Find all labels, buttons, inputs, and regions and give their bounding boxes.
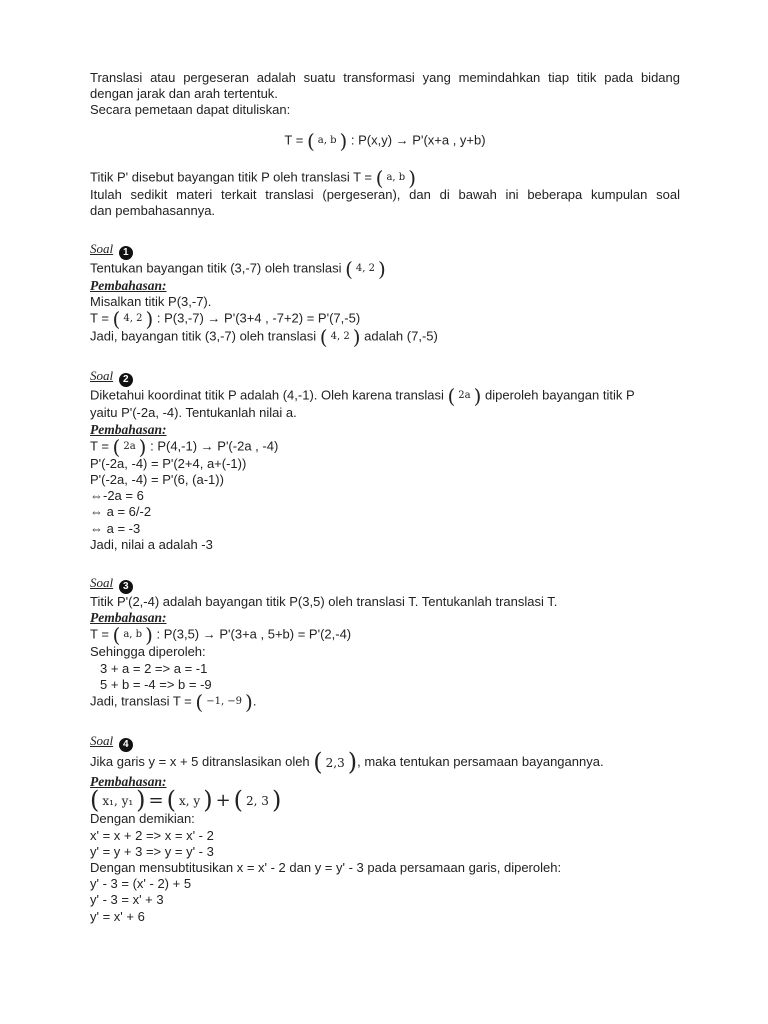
soal-2-question-line-1: Diketahui koordinat titik P adalah (4,-1). Oleh karena translasi ( 2a ) diperoleh bayangan titik P [90, 384, 635, 409]
pembahasan-label: Pembahasan: [90, 421, 167, 437]
soal-4-step-4: Dengan mensubtitusikan x = x' - 2 dan y = y' - 3 pada persamaan garis, diperoleh: [90, 860, 562, 876]
translation-matrix: ( 2, 3 ) [233, 785, 282, 814]
number-badge: 3 [119, 580, 133, 594]
soal-4-vector-equation: ( x₁, y₁ ) = ( x, y ) + ( 2, 3 ) [90, 785, 282, 814]
translation-matrix: ( a, b ) [112, 623, 153, 648]
bayangan-definition: Titik P' disebut bayangan titik P oleh translasi T = ( a, b ) [90, 165, 416, 190]
translation-matrix: ( a, b ) [375, 165, 416, 190]
soal-2-step-1: T = ( 2a ) : P(4,-1) → P'(-2a , -4) [90, 434, 279, 459]
intro-line-2: dengan jarak dan arah tertentuk. [90, 86, 278, 102]
pembahasan-label: Pembahasan: [90, 610, 167, 626]
soal-label: Soal [90, 575, 114, 591]
intro-line-1: Translasi atau pergeseran adalah suatu transformasi yang memindahkan tiap titik pada bidang [90, 70, 680, 85]
soal-1-step-1: Misalkan titik P(3,-7). [90, 294, 212, 310]
soal-3-question: Titik P'(2,-4) adalah bayangan titik P(3,5) oleh translasi T. Tentukanlah translasi T. [90, 594, 558, 610]
pembahasan-label: Pembahasan: [90, 278, 167, 294]
soal-4-heading [90, 733, 680, 752]
closing-line-2: dan pembahasannya. [90, 202, 216, 218]
soal-1-conclusion: Jadi, bayangan titik (3,-7) oleh translasi ( 4, 2 ) adalah (7,-5) [90, 325, 438, 350]
soal-4-step-5: y' - 3 = (x' - 2) + 5 [90, 876, 192, 892]
soal-4-step-6: y' - 3 = x' + 3 [90, 892, 164, 908]
translation-matrix: ( a, b ) [306, 128, 348, 153]
soal-2-heading [90, 368, 680, 387]
soal-3-step-4: 5 + b = -4 => b = -9 [100, 676, 212, 692]
soal-2-question-line-2: yaitu P'(-2a, -4). Tentukanlah nilai a. [90, 405, 297, 421]
translation-matrix: ( −1, −9 ) [195, 690, 253, 715]
translation-matrix: ( 4, 2 ) [112, 307, 154, 332]
soal-2-step-6: ⇔ a = -3 [90, 520, 141, 536]
soal-label: Soal [90, 368, 114, 384]
translation-matrix: ( x, y ) [166, 785, 213, 814]
soal-4-step-7: y' = x' + 6 [90, 908, 145, 924]
soal-4-step-2: x' = x + 2 => x = x' - 2 [90, 827, 214, 843]
soal-1-question: Tentukan bayangan titik (3,-7) oleh translasi ( 4, 2 ) [90, 257, 386, 282]
soal-2-step-4: ⇔-2a = 6 [90, 488, 144, 504]
translation-matrix: ( 2a ) [112, 434, 147, 459]
translation-matrix: ( 2a ) [447, 384, 482, 409]
soal-3-heading [90, 575, 680, 594]
soal-2-step-5: ⇔ a = 6/-2 [90, 504, 152, 520]
soal-3-step-2: Sehingga diperoleh: [90, 644, 206, 660]
number-badge: 2 [119, 373, 133, 387]
soal-3-step-3: 3 + a = 2 => a = -1 [100, 660, 208, 676]
translation-formula: T = ( a, b ) : P(x,y) → P'(x+a , y+b) [284, 128, 486, 153]
number-badge: 1 [119, 246, 133, 260]
soal-3-step-1: T = ( a, b ) : P(3,5) → P'(3+a , 5+b) = P'(2,-4) [90, 623, 352, 648]
closing-line-1: Itulah sedikit materi terkait translasi (pergeseran), dan di bawah ini beberapa kumpulan soal [90, 186, 680, 202]
soal-2-step-3: P'(-2a, -4) = P'(6, (a-1)) [90, 472, 224, 488]
soal-4-question: Jika garis y = x + 5 ditranslasikan oleh ( 2,3 ) , maka tentukan persamaan bayangannya. [90, 748, 604, 777]
soal-2-conclusion: Jadi, nilai a adalah -3 [90, 536, 213, 552]
translation-matrix: ( 2,3 ) [313, 748, 358, 777]
soal-label: Soal [90, 733, 114, 749]
pembahasan-label: Pembahasan: [90, 773, 167, 789]
document-body [90, 70, 680, 925]
soal-label: Soal [90, 241, 114, 257]
soal-4-step-3: y' = y + 3 => y = y' - 3 [90, 843, 214, 859]
soal-4-step-1: Dengan demikian: [90, 811, 195, 827]
intro-line-3: Secara pemetaan dapat dituliskan: [90, 102, 291, 118]
translation-matrix: ( 4, 2 ) [319, 325, 361, 350]
soal-2-step-2: P'(-2a, -4) = P'(2+4, a+(-1)) [90, 455, 247, 471]
soal-3-conclusion: Jadi, translasi T = ( −1, −9 ) . [90, 690, 257, 715]
translation-matrix: ( x₁, y₁ ) [90, 785, 146, 814]
soal-1-step-2: T = ( 4, 2 ) : P(3,-7) → P'(3+4 , -7+2) = P'(7,-5) [90, 307, 361, 332]
number-badge: 4 [119, 738, 133, 752]
translation-matrix: ( 4, 2 ) [345, 257, 386, 282]
